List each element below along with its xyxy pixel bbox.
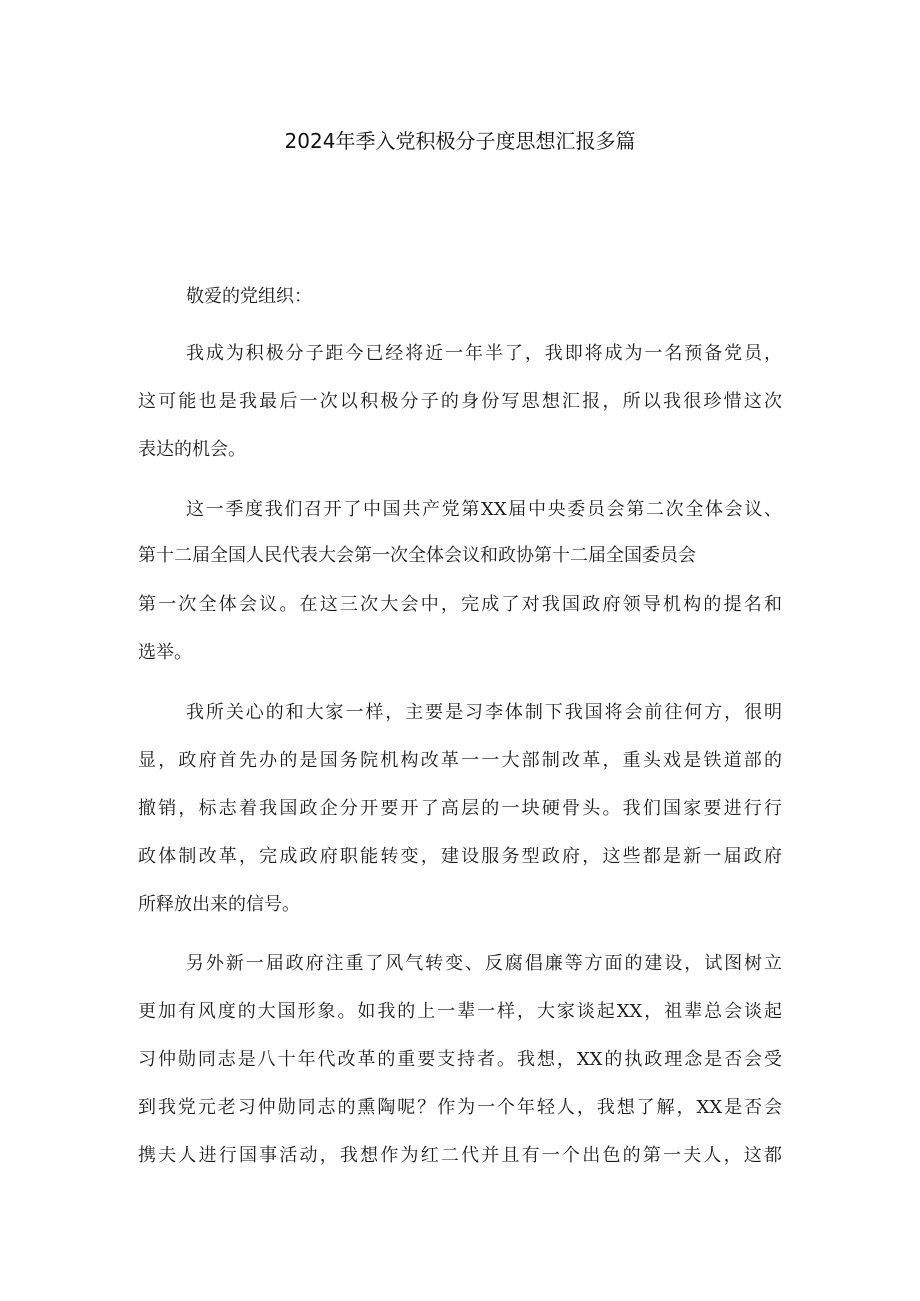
paragraph-4-line-5: 携夫人进行国事活动，我想作为红二代并且有一个出色的第一夫人，这都 — [138, 1145, 782, 1166]
paragraph-3-line-3: 撤销，标志着我国政企分开要开了高层的一块硬骨头。我们国家要进行行 — [138, 798, 782, 819]
paragraph-2-line-1: 这一季度我们召开了中国共产党第XX届中央委员会第二次全体会议、 — [186, 499, 782, 520]
paragraph-3-line-1: 我所关心的和大家一样，主要是习李体制下我国将会前往何方，很明 — [186, 702, 782, 723]
paragraph-3-line-5: 所释放出来的信号。 — [138, 894, 300, 915]
paragraph-1-line-1: 我成为积极分子距今已经将近一年半了，我即将成为一名预备党员， — [186, 343, 782, 364]
paragraph-4-line-4: 到我党元老习仲勋同志的熏陶呢？作为一个年轻人，我想了解，XX是否会 — [138, 1097, 782, 1118]
paragraph-1-line-3: 表达的机会。 — [138, 439, 246, 460]
document-body — [138, 0, 782, 1301]
paragraph-2-line-2: 第十二届全国人民代表大会第一次全体会议和政协第十二届全国委员会 — [138, 545, 696, 566]
paragraph-4-line-1: 另外新一届政府注重了风气转变、反腐倡廉等方面的建设，试图树立 — [186, 953, 782, 974]
paragraph-3-line-2: 显，政府首先办的是国务院机构改革一一大部制改革，重头戏是铁道部的 — [138, 750, 782, 771]
salutation: 敬爱的党组织： — [186, 286, 312, 307]
paragraph-2-line-4: 选举。 — [138, 642, 192, 663]
paragraph-3-line-4: 政体制改革，完成政府职能转变，建设服务型政府，这些都是新一届政府 — [138, 846, 782, 867]
paragraph-4-line-2: 更加有风度的大国形象。如我的上一辈一样，大家谈起XX，祖辈总会谈起 — [138, 1001, 782, 1022]
paragraph-2-line-3: 第一次全体会议。在这三次大会中，完成了对我国政府领导机构的提名和 — [138, 594, 782, 615]
document-title: 2024年季入党积极分子度思想汇报多篇 — [284, 129, 636, 153]
paragraph-1-line-2: 这可能也是我最后一次以积极分子的身份写思想汇报，所以我很珍惜这次 — [138, 391, 782, 412]
paragraph-4-line-3: 习仲勋同志是八十年代改革的重要支持者。我想，XX的执政理念是否会受 — [138, 1049, 782, 1070]
